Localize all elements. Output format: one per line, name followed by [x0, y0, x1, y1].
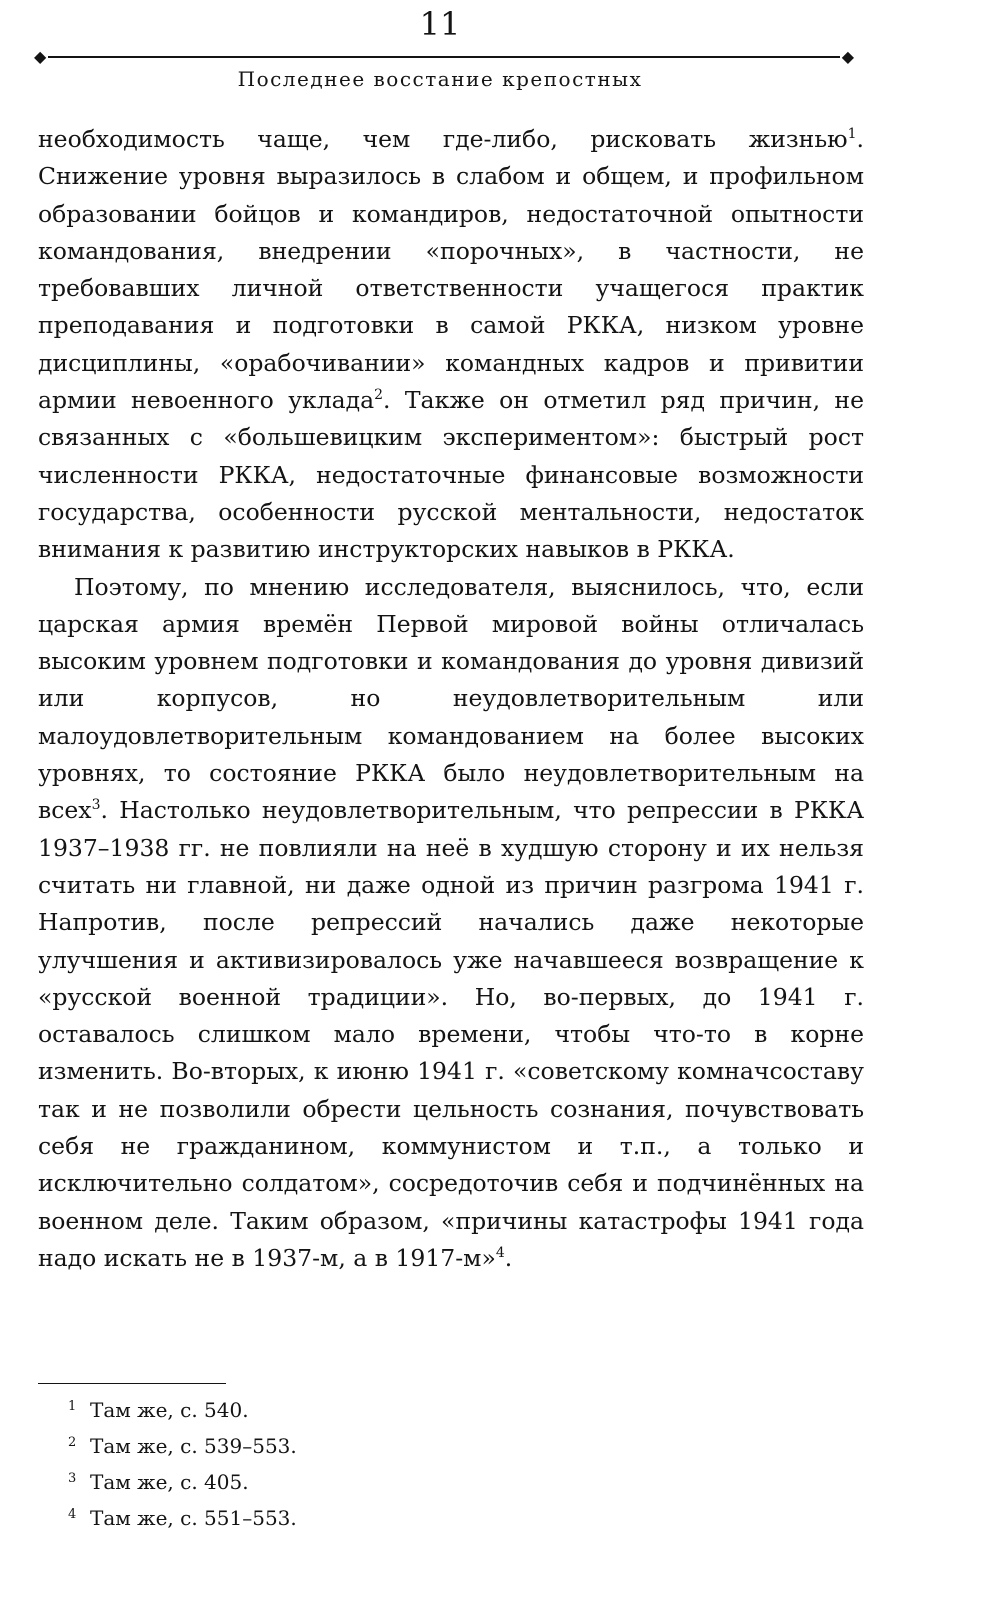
body-text: [38, 121, 864, 1277]
footnote-ref-4[interactable]: 4: [495, 1244, 505, 1261]
paragraph-2: [38, 569, 864, 1278]
ornament-left-icon: ◆: [34, 47, 47, 66]
footnote-text: Там же, с. 551–553.: [90, 1506, 297, 1530]
footnote-ref-1[interactable]: 1: [847, 126, 857, 142]
footnote-2: [68, 1430, 568, 1466]
footnote-ref-2[interactable]: 2: [374, 387, 384, 404]
footnote-4: [68, 1502, 568, 1538]
paragraph-1: [38, 121, 864, 569]
text-segment: необходимость чаще, чем где-либо, рисковать жизнью: [38, 125, 848, 153]
running-head: Последнее восстание крепостных: [237, 67, 643, 91]
footnotes: [68, 1394, 568, 1538]
page-number: 11: [419, 5, 461, 43]
footnote-3: [68, 1466, 568, 1502]
footnote-mark: 1: [68, 1399, 77, 1414]
footnote-text: Там же, с. 405.: [90, 1470, 249, 1494]
header-ornamental-rule: [34, 47, 854, 66]
footnote-ref-3[interactable]: 3: [91, 797, 101, 814]
footnote-text: Там же, с. 540.: [90, 1398, 249, 1422]
footnote-1: [68, 1394, 568, 1430]
text-segment: Поэтому, по мнению исследователя, выяснилось, что, если царская армия времён Первой мировой войны отличалась высоким уровнем подготовки и командования до уровня дивизий или корпусов, но неудовлетворительным или малоудовлетворительным командованием на более высоких уровнях, то состояние РККА было неудовлетворительным на всех: [38, 572, 864, 825]
ornament-right-icon: ◆: [841, 47, 854, 66]
footnote-mark: 4: [68, 1507, 77, 1522]
text-segment: . Снижение уровня выразилось в слабом и общем, и профильном образовании бойцов и командиров, недостаточной опытности командования, внедрении «порочных», в частности, не требовавших личной ответственности учащегося практик преподавания и подготовки в самой РККА, низком уровне дисциплины, «орабочивании» командных кадров и привитии армии невоенного уклада: [38, 125, 864, 415]
footnote-mark: 2: [68, 1435, 77, 1450]
footnote-separator: [38, 1383, 226, 1384]
text-segment: . Также он отметил ряд причин, не связанных с «большевицким экспериментом»: быстрый рост численности РККА, недостаточные финансовые возможности государства, особенности русской ментальности, недостаток внимания к развитию инструкторских навыков в РККА.: [38, 386, 864, 564]
footnote-mark: 3: [68, 1471, 77, 1486]
footnote-text: Там же, с. 539–553.: [90, 1434, 297, 1458]
text-segment: . Настолько неудовлетворительным, что репрессии в РККА 1937–1938 гг. не повлияли на неё в худшую сторону и их нельзя считать ни главной, ни даже одной из причин разгрома 1941 г. Напротив, после репрессий начались даже некоторые улучшения и активизировалось уже начавшееся возвращение к «русской военной традиции». Но, во-первых, до 1941 г. оставалось слишком мало времени, чтобы что-то в корне изменить. Во-вторых, к июню 1941 г. «советскому комначсоставу так и не позволили обрести цельность сознания, почувствовать себя не гражданином, коммунистом и т.п., а только и исключительно солдатом», сосредоточив себя и подчинённых на военном деле. Таким образом, «причины катастрофы 1941 года надо искать не в 1937-м, а в 1917-м»: [38, 796, 864, 1272]
header-rule-line: [48, 56, 840, 58]
text-segment: .: [504, 1243, 513, 1272]
